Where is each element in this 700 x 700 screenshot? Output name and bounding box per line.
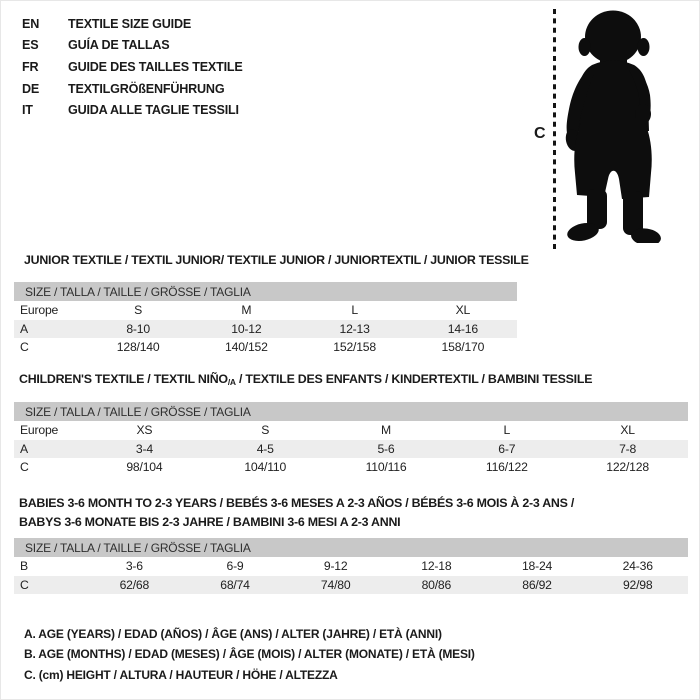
- row-label: C: [20, 460, 29, 475]
- footnote-legend: [24, 624, 475, 685]
- cell: 8-10: [126, 321, 150, 336]
- region-label: Europe: [20, 303, 59, 318]
- table-row-b: [14, 557, 688, 576]
- table-header-row: [14, 421, 688, 440]
- childrens-textile-table: [14, 402, 688, 477]
- cell: 128/140: [116, 340, 160, 355]
- language-label: GUÍA DE TALLAS: [68, 38, 170, 53]
- size-header-label: SIZE / TALLA / TAILLE / GRÖSSE / TAGLIA: [25, 284, 251, 299]
- cell: 86/92: [522, 577, 552, 592]
- size-header-bar: [14, 538, 688, 557]
- size-header-label: SIZE / TALLA / TAILLE / GRÖSSE / TAGLIA: [25, 540, 251, 555]
- table-row-c: [14, 458, 688, 477]
- cell: 110/116: [365, 460, 407, 475]
- footnote-a: A. AGE (YEARS) / EDAD (AÑOS) / ÂGE (ANS) / ALTER (JAHRE) / ETÀ (ANNI): [24, 627, 442, 641]
- language-label: GUIDE DES TAILLES TEXTILE: [68, 59, 243, 74]
- title-part: / TEXTILE DES ENFANTS / KINDERTEXTIL / BAMBINI TESSILE: [235, 372, 593, 386]
- language-code: DE: [22, 81, 40, 96]
- table-row-c: [14, 338, 517, 357]
- height-dotted-line-icon: [553, 7, 556, 250]
- cell: 9-12: [323, 559, 348, 574]
- language-row-en: [22, 13, 243, 35]
- cell: 74/80: [320, 577, 351, 592]
- babies-textile-table: [14, 538, 688, 594]
- column-header: M: [381, 423, 391, 438]
- footnote-b: B. AGE (MONTHS) / EDAD (MESES) / ÂGE (MOIS) / ALTER (MONATE) / ETÀ (MESI): [24, 647, 475, 662]
- cell: 6-7: [498, 441, 516, 456]
- language-row-fr: [22, 56, 243, 78]
- cell: 10-12: [231, 321, 262, 336]
- babies-title-line-2: BABYS 3-6 MONATE BIS 2-3 JAHRE / BAMBINI 3-6 MESI A 2-3 ANNI: [19, 515, 401, 529]
- footnote-c: C. (cm) HEIGHT / ALTURA / HAUTEUR / HÖHE / ALTEZZA: [24, 667, 338, 682]
- cell: 80/86: [421, 577, 452, 592]
- language-title-list: [22, 13, 243, 121]
- cell: 4-5: [256, 441, 274, 456]
- cell: 122/128: [606, 460, 649, 475]
- cell: 62/68: [119, 577, 150, 592]
- language-code: FR: [22, 59, 39, 74]
- cell: 12-18: [421, 559, 452, 574]
- babies-title-line-1: BABIES 3-6 MONTH TO 2-3 YEARS / BEBÉS 3-6 MESES A 2-3 AÑOS / BÉBÉS 3-6 MOIS À 2-3 ANS /: [19, 496, 575, 510]
- language-label: GUIDA ALLE TAGLIE TESSILI: [68, 103, 239, 118]
- cell: 116/122: [485, 460, 528, 475]
- column-header: XL: [620, 423, 635, 438]
- column-header: XS: [136, 423, 153, 438]
- row-label: C: [20, 577, 29, 592]
- cell: 152/158: [333, 340, 376, 355]
- language-label: TEXTILGRÖßENFÜHRUNG: [68, 81, 225, 96]
- table-row-c: [14, 576, 688, 595]
- cell: 104/110: [244, 460, 287, 475]
- childrens-textile-title: [19, 372, 592, 387]
- column-header: M: [241, 303, 252, 318]
- row-label: C: [20, 340, 29, 355]
- column-header: XL: [455, 303, 471, 318]
- cell: 24-36: [622, 559, 653, 574]
- cell: 3-4: [135, 441, 153, 456]
- column-header: S: [134, 303, 143, 318]
- size-header-bar: [14, 282, 517, 301]
- row-label: A: [20, 441, 28, 456]
- region-label: Europe: [20, 423, 59, 438]
- toddler-silhouette-icon: [562, 9, 663, 243]
- table-header-row: [14, 301, 517, 320]
- height-measure-label: C: [534, 125, 546, 142]
- language-row-de: [22, 78, 243, 100]
- cell: 98/104: [126, 460, 163, 475]
- row-label: B: [20, 559, 28, 574]
- title-part: CHILDREN'S TEXTILE / TEXTIL NIÑO: [19, 372, 228, 386]
- cell: 5-6: [377, 441, 395, 456]
- language-code: EN: [22, 16, 40, 31]
- cell: 12-13: [339, 321, 370, 336]
- babies-textile-title: [19, 494, 574, 532]
- cell: 18-24: [521, 559, 553, 574]
- table-row-a: [14, 320, 517, 339]
- size-header-label: SIZE / TALLA / TAILLE / GRÖSSE / TAGLIA: [25, 404, 251, 419]
- language-row-es: [22, 35, 243, 57]
- cell: 7-8: [619, 441, 637, 456]
- language-label: TEXTILE SIZE GUIDE: [68, 16, 192, 31]
- column-header: L: [503, 423, 511, 438]
- size-header-bar: [14, 402, 688, 421]
- column-header: L: [351, 303, 358, 318]
- cell: 140/152: [225, 340, 268, 355]
- junior-textile-title: JUNIOR TEXTILE / TEXTIL JUNIOR/ TEXTILE JUNIOR / JUNIORTEXTIL / JUNIOR TESSILE: [24, 253, 529, 267]
- table-row-a: [14, 440, 688, 459]
- cell: 14-16: [447, 321, 478, 336]
- cell: 92/98: [622, 577, 653, 592]
- row-label: A: [20, 321, 28, 336]
- cell: 68/74: [220, 577, 250, 592]
- language-code: ES: [22, 38, 39, 53]
- junior-textile-table: [14, 282, 517, 357]
- cell: 6-9: [226, 559, 244, 574]
- language-code: IT: [22, 103, 33, 118]
- title-subscript: /A: [227, 377, 236, 387]
- language-row-it: [22, 99, 243, 121]
- cell: 3-6: [125, 559, 143, 574]
- column-header: S: [261, 423, 270, 438]
- cell: 158/170: [441, 340, 485, 355]
